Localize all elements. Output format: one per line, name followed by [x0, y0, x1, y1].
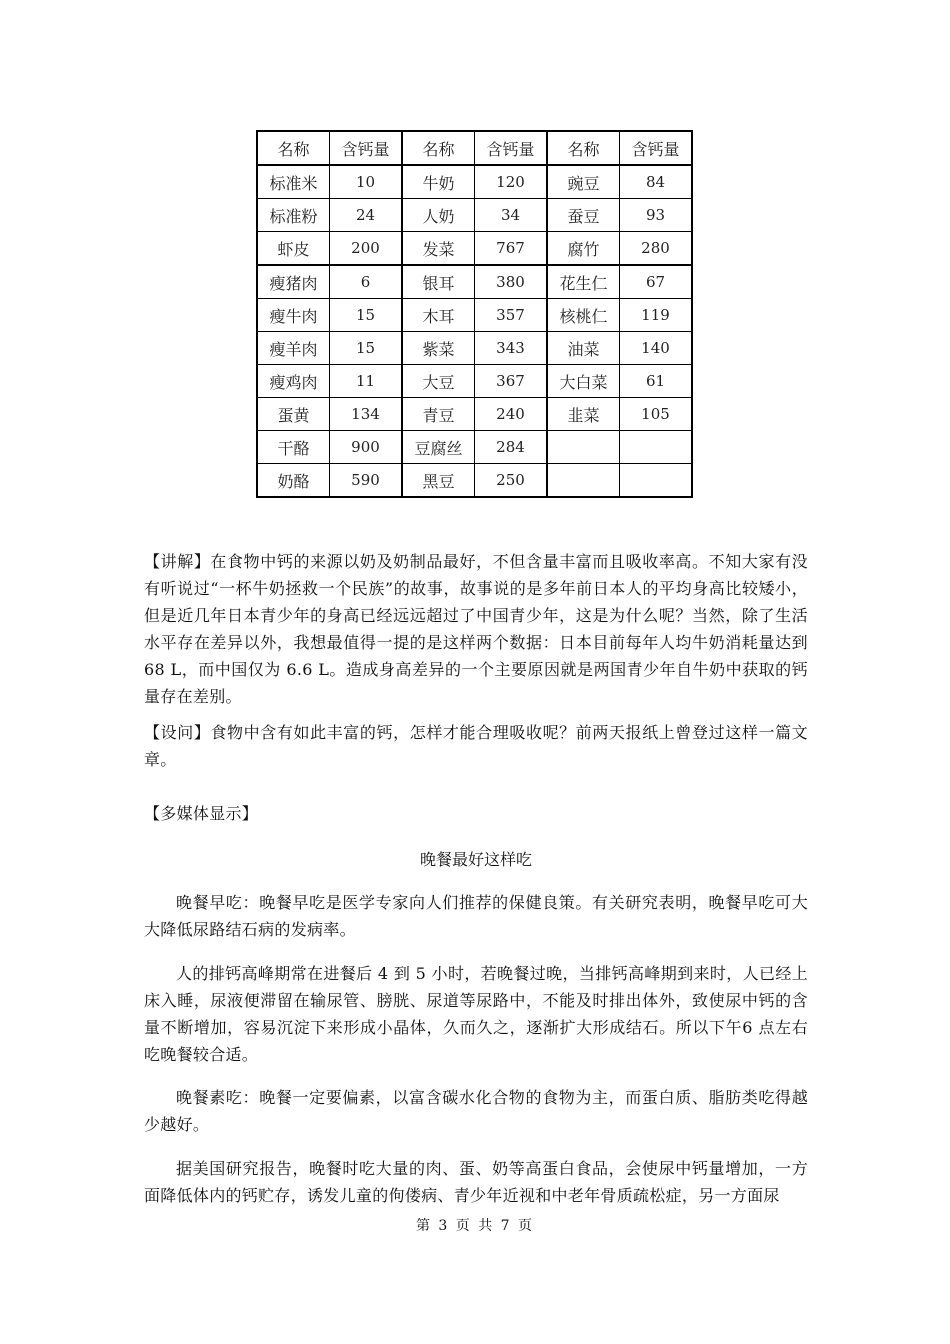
food-name-cell	[547, 464, 620, 498]
food-name-cell	[547, 431, 620, 464]
calcium-value-cell: 590	[330, 464, 403, 498]
food-name-cell: 花生仁	[547, 265, 620, 299]
table-row	[257, 365, 692, 398]
food-name-cell: 标准粉	[257, 199, 330, 232]
food-name-cell: 豆腐丝	[402, 431, 475, 464]
food-name-cell: 瘦猪肉	[257, 265, 330, 299]
food-name-cell: 蛋黄	[257, 398, 330, 431]
question-paragraph: 【设问】食物中含有如此丰富的钙，怎样才能合理吸收呢？前两天报纸上曾登过这样一篇文章。	[144, 723, 808, 769]
food-name-cell: 干酪	[257, 431, 330, 464]
table-row	[257, 165, 692, 199]
article-paragraph-3: 晚餐素吃：晚餐一定要偏素，以富含碳水化合物的食物为主，而蛋白质、脂肪类吃得越少越好。	[144, 1088, 808, 1134]
table-row	[257, 299, 692, 332]
calcium-value-cell: 15	[330, 332, 403, 365]
food-name-cell: 核桃仁	[547, 299, 620, 332]
calcium-value-cell: 367	[475, 365, 548, 398]
food-name-cell: 紫菜	[402, 332, 475, 365]
food-name-cell: 大白菜	[547, 365, 620, 398]
calcium-value-cell: 105	[620, 398, 693, 431]
calcium-value-cell: 140	[620, 332, 693, 365]
table-header-cell: 名称	[402, 131, 475, 165]
table-row	[257, 332, 692, 365]
calcium-value-cell: 284	[475, 431, 548, 464]
table-header-cell: 含钙量	[330, 131, 403, 165]
calcium-value-cell: 343	[475, 332, 548, 365]
calcium-value-cell: 250	[475, 464, 548, 498]
calcium-value-cell: 380	[475, 265, 548, 299]
calcium-value-cell: 15	[330, 299, 403, 332]
explanation-paragraph: 【讲解】在食物中钙的来源以奶及奶制品最好，不但含量丰富而且吸收率高。不知大家有没有听说过“一杯牛奶拯救一个民族”的故事，故事说的是多年前日本人的平均身高比较矮小，但是近几年日本青少年的身高已经远远超过了中国青少年，这是为什么呢？当然，除了生活水平存在差异以外，我想最值得一提的是这样两个数据：日本目前每年人均牛奶消耗量达到 68 L，而中国仅为 6.6 L。造成身高差异的一个主要原因就是两国青少年自牛奶中获取的钙量存在差别。	[144, 552, 808, 706]
food-name-cell: 大豆	[402, 365, 475, 398]
food-name-cell: 虾皮	[257, 232, 330, 266]
food-name-cell: 瘦鸡肉	[257, 365, 330, 398]
calcium-value-cell: 119	[620, 299, 693, 332]
calcium-value-cell: 67	[620, 265, 693, 299]
calcium-value-cell: 34	[475, 199, 548, 232]
table-header-cell: 名称	[257, 131, 330, 165]
calcium-value-cell: 120	[475, 165, 548, 199]
table-row	[257, 199, 692, 232]
calcium-value-cell: 357	[475, 299, 548, 332]
food-name-cell: 银耳	[402, 265, 475, 299]
table-header-cell: 名称	[547, 131, 620, 165]
calcium-value-cell: 6	[330, 265, 403, 299]
food-name-cell: 人奶	[402, 199, 475, 232]
food-name-cell: 蚕豆	[547, 199, 620, 232]
food-name-cell: 木耳	[402, 299, 475, 332]
food-name-cell: 瘦羊肉	[257, 332, 330, 365]
calcium-value-cell: 93	[620, 199, 693, 232]
food-name-cell: 发菜	[402, 232, 475, 266]
calcium-value-cell: 11	[330, 365, 403, 398]
food-name-cell: 牛奶	[402, 165, 475, 199]
calcium-value-cell: 134	[330, 398, 403, 431]
table-row	[257, 431, 692, 464]
table-row	[257, 232, 692, 266]
food-name-cell: 奶酪	[257, 464, 330, 498]
table-row	[257, 265, 692, 299]
calcium-value-cell: 61	[620, 365, 693, 398]
table-row	[257, 464, 692, 498]
page-footer: 第 3 页 共 7 页	[415, 1218, 535, 1234]
calcium-content-table	[256, 130, 693, 498]
calcium-value-cell: 200	[330, 232, 403, 266]
food-name-cell: 瘦牛肉	[257, 299, 330, 332]
article-paragraph-2: 人的排钙高峰期常在进餐后 4 到 5 小时，若晚餐过晚，当排钙高峰期到来时，人已经上床入睡，尿液便滞留在输尿管、膀胱、尿道等尿路中，不能及时排出体外，致使尿中钙的含量不断增加，容易沉淀下来形成小晶体，久而久之，逐渐扩大形成结石。所以下午6 点左右吃晚餐较合适。	[144, 964, 808, 1064]
calcium-value-cell: 24	[330, 199, 403, 232]
table-row	[257, 398, 692, 431]
calcium-value-cell: 84	[620, 165, 693, 199]
article-paragraph-1: 晚餐早吃：晚餐早吃是医学专家向人们推荐的保健良策。有关研究表明，晚餐早吃可大大降低尿路结石病的发病率。	[144, 893, 808, 939]
calcium-value-cell: 900	[330, 431, 403, 464]
food-name-cell: 腐竹	[547, 232, 620, 266]
food-name-cell: 标准米	[257, 165, 330, 199]
calcium-value-cell	[620, 464, 693, 498]
food-name-cell: 青豆	[402, 398, 475, 431]
multimedia-label: 【多媒体显示】	[144, 804, 259, 823]
food-name-cell: 黑豆	[402, 464, 475, 498]
table-header-cell: 含钙量	[620, 131, 693, 165]
calcium-value-cell	[620, 431, 693, 464]
food-name-cell: 豌豆	[547, 165, 620, 199]
article-paragraph-4: 据美国研究报告，晚餐时吃大量的肉、蛋、奶等高蛋白食品，会使尿中钙量增加，一方面降低体内的钙贮存，诱发儿童的佝偻病、青少年近视和中老年骨质疏松症，另一方面尿	[144, 1159, 808, 1205]
calcium-value-cell: 280	[620, 232, 693, 266]
food-name-cell: 韭菜	[547, 398, 620, 431]
article-title: 晚餐最好这样吃	[419, 850, 532, 869]
calcium-value-cell: 767	[475, 232, 548, 266]
food-name-cell: 油菜	[547, 332, 620, 365]
table-header-cell: 含钙量	[475, 131, 548, 165]
table-header-row	[257, 131, 692, 165]
calcium-value-cell: 240	[475, 398, 548, 431]
calcium-value-cell: 10	[330, 165, 403, 199]
